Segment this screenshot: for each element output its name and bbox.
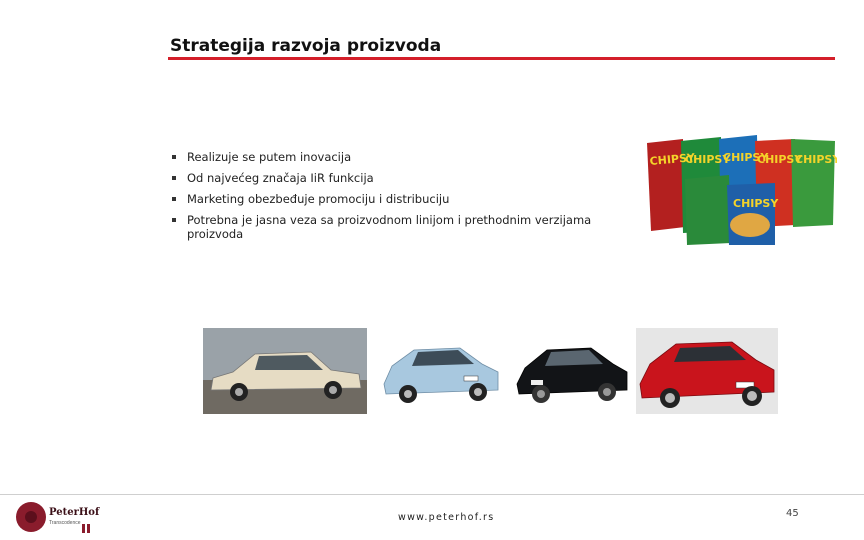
title-underline [168, 57, 835, 60]
bullet-text: Marketing obezbeđuje promociju i distribuciju [187, 192, 450, 206]
bullet-text: Potrebna je jasna veza sa proizvodnom linijom i prethodnim verzijama proizvoda [187, 213, 592, 241]
car-illustration [203, 328, 367, 414]
chips-packages-illustration [645, 135, 837, 247]
slide-title: Strategija razvoja proizvoda [170, 36, 442, 56]
car-photo-blue-hatchback [378, 328, 502, 414]
bullet-item [172, 171, 612, 185]
bullet-marker [172, 197, 176, 201]
bullet-text: Od najvećeg značaja IiR funkcija [187, 171, 374, 185]
footer-website[interactable]: www.peterhof.rs [398, 512, 495, 523]
svg-text:CHIPSY: CHIPSY [733, 197, 779, 210]
peterhof-logo[interactable] [16, 502, 106, 532]
bullet-marker [172, 155, 176, 159]
bullet-text: Realizuje se putem inovacija [187, 150, 352, 164]
footer-divider [0, 494, 864, 495]
car-illustration [378, 328, 502, 414]
logo-bars-icon [82, 520, 92, 538]
chips-packages-image [645, 135, 837, 247]
page-number: 45 [786, 508, 799, 519]
bullet-list [172, 150, 612, 248]
svg-text:CHIPSY: CHIPSY [723, 151, 769, 164]
car-illustration [636, 328, 778, 414]
bullet-marker [172, 218, 176, 222]
car-illustration [513, 328, 631, 414]
bullet-marker [172, 176, 176, 180]
svg-text:CHIPSY: CHIPSY [649, 151, 696, 168]
logo-subtitle: Transcodence [49, 520, 81, 526]
car-photo-red-hatchback [636, 328, 778, 414]
bullet-item [172, 213, 612, 241]
logo-mark-icon [16, 502, 46, 532]
car-photo-black-hatchback [513, 328, 631, 414]
svg-text:CHIPSY: CHIPSY [795, 153, 837, 166]
svg-text:CHIPSY: CHIPSY [757, 153, 803, 166]
logo-name: PeterHof [49, 507, 100, 518]
car-photo-oldest-sedan [203, 328, 367, 414]
bullet-item [172, 192, 612, 206]
bullet-item [172, 150, 612, 164]
svg-text:CHIPSY: CHIPSY [685, 153, 731, 166]
